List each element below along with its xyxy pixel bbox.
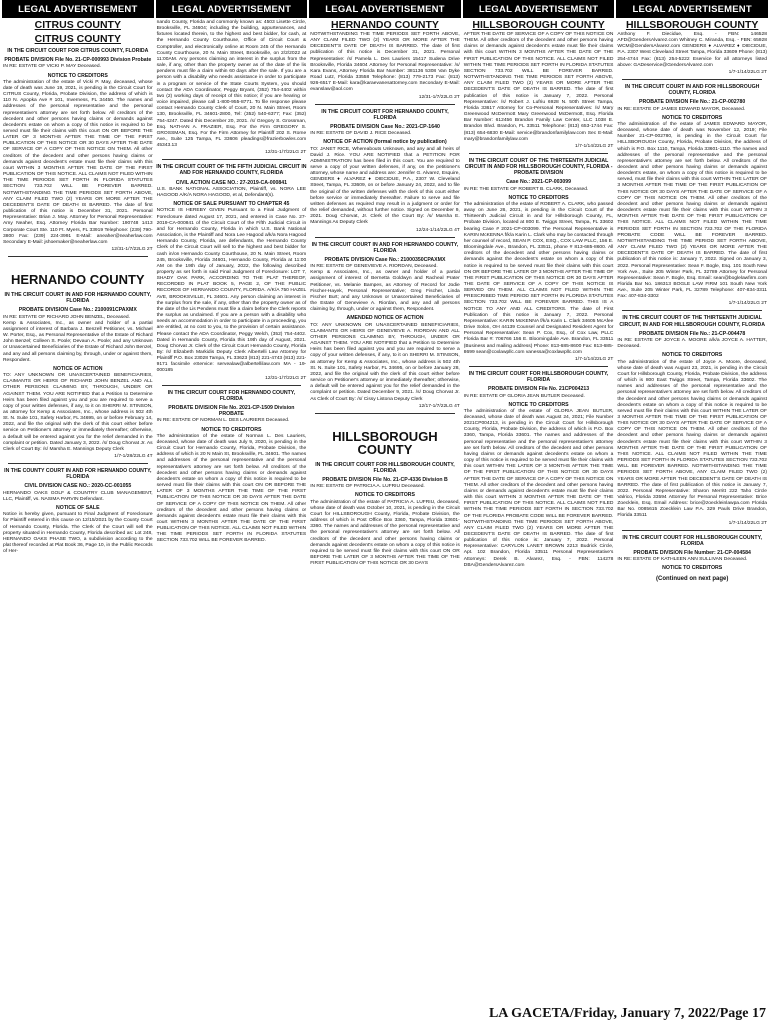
court-heading: IN THE CIRCUIT COURT IN AND FOR HERNANDO COUNTY, FLORIDA <box>311 241 459 254</box>
county-heading: CITRUS COUNTY <box>34 19 121 31</box>
continued-note: (Continued on next page) <box>656 575 729 582</box>
court-heading: IN THE CIRCUIT COURT OF THE FIFTH JUDICIAL CIRCUIT IN AND FOR HERNANDO COUNTY, FLORIDA <box>156 164 307 177</box>
estate-caption: IN RE: ESTATE OF KATHLEEN ANN SULLIVAN Deceased. <box>617 557 748 563</box>
division-heading: PROBATE DIVISION File Number: 21-CP-004584 <box>633 550 751 557</box>
legal-advertisement-banner: LEGAL ADVERTISEMENT <box>2 0 154 18</box>
division-heading: PROBATE DIVISION File No.: 21-CP-002780 <box>639 99 746 106</box>
division-heading: PROBATE DIVISION File No. 21-CP-4336 Division B <box>322 477 448 484</box>
notice-body: TO: JANET RICE, Whereabouts Unknown, and any and all heirs of David J. Rice. YOU ARE NOTIFIED that a PETITION FOR ADMINISTRATION has been filed in this court. You are required to serve a copy of your written defenses, if any, on the petitioner's attorney, whose name and address are: Jennifer G. Alvarez, Esquire, GENDERS ♦ ALVAREZ ♦ DIECIDUE, P.A., 2307 W. Cleveland Street, Tampa, FL 33609, on or before January 24, 2022, and to file the original of the written defenses with the clerk of this court either before service or immediately thereafter. Failure to serve and file written defenses as required may result in a judgment or order for the relief demanded, without further notice. Signed on December 9, 2021. Doug Chorvat, Jr. Clerk of the Court By: /s/ Marsha E. Mannings As Deputy Clerk <box>310 146 460 226</box>
notice-title: NOTICE OF ACTION (formal notice by publication) <box>323 139 447 146</box>
divider <box>162 385 302 386</box>
notice-title: NOTICE TO CREDITORS <box>354 492 415 499</box>
notice-body: The administration of the estate of Vicki P. May, deceased, whose date of death was June 19, 2021, is pending in the Circuit Court for CITRUS County, Florida, Probate Division, the address of which is 110 N. Apopka Ave # 101, Inverness, FL 34450. The names and addresses of the personal representative and the personal representative's attorney are set forth below. All creditors of the decedent and other persons having claims or demands against decedent's estate on whom a copy of this notice is required to be served must file their claims with this court ON OR BEFORE THE LATER OF 3 MONTHS AFTER THE TIME OF THE FIRST PUBLICATION OF THIS NOTICE OR 30 DAYS AFTER THE DATE OF SERVICE OF A COPY OF THIS NOTICE ON THEM. All other creditors of the decedent and other persons having claims or demands against decedent's estate must file their claims with this court WITHIN 3 MONTHS AFTER THE DATE OF THE FIRST PUBLICATION OF THIS NOTICE. ALL CLAIMS NOT FILED WITHIN THE TIME PERIODS SET FORTH IN FLORIDA STATUTES SECTION 733.702 WILL BE FOREVER BARRED. NOTWITHSTANDING THE TIME PERIODS SET FORTH ABOVE, ANY CLAIM FILED TWO (2) YEARS OR MORE AFTER THE DECEDENT'S DATE OF DEATH IS BARRED. The date of first publication of this notice is December 31, 2021. Personal Representative: Brian J. May. Attorney for Personal Representative: Amy Neaher, Esq. Attorney Florida Bar Number: 190748 1413 Corporate Court Ste. 110 Ft. Myers, FL 33919 Telephone: (239) 790-3800 Fax: (239) 224-3991 E-Mail: aneaher@neaherlaw.com Secondary E-Mail: jshoemaker@neaherlaw.com <box>3 79 153 245</box>
publication-reference: 12/17-1/7/22LG 4T <box>418 403 460 409</box>
estate-caption: IN RE: ESTATE OF GENEVIEVE A. RIORDAN, Deceased. <box>310 264 438 270</box>
county-heading: HILLSBOROUGH COUNTY <box>332 428 438 457</box>
notice-body: NOTICE IS HEREBY GIVEN Pursuant to a Final Judgment of Foreclosure dated August 17, 2021, and entered in Case No. 27-2019-CA-000841 of the Circuit Court of the Fifth Judicial Circuit in and for Hernando County, Florida in which U.S. Bank National Association, is the Plaintiff and Nora Lee Hagood a/k/a Nora Hagood Hernando County, Florida, are defendants, the Hernando County Clerk of the Circuit Court will sell to the highest and best bidder for cash in/on Hernando County Courthouse, 20 N. Main Street, Room 245, Brooksville, Florida 34601, Hernando County, Florida at 11:00 AM on the 19th day of January, 2022, the following described property as set forth in said Final Judgment of Foreclosure: LOT 7, SHADY OAK PARK, ACCORDING TO THE PLAT THEREOF, RECORDED IN PLAT BOOK 5, PAGE 2, OF THE PUBLIC RECORDS OF HERNANDO COUNTY, FLORIDA. A/K/A 750 HAZEL AVE, BROOKSVILLE, FL 34601. Any person claiming an interest in the surplus from the sale, if any, other than the property owner as of the date of the Lis Pendens must file a claim before the Clerk reports the surplus as unclaimed. If you are a person with a disability who needs an accommodation in order to participate in a proceeding, you are entitled, at no cost to you, to the provision of certain assistance. Please contact the ADA Coordinator, Peggy Welch, (352) 754-4402. Dated in Hernando County, Florida this 19th day of August, 2021. Doug Chorvat Jr. Clerk of the Circuit Court Hernando County, Florida By: /s/ Elizabeth Markidis Deputy Clerk Albertelli Law Attorney for Plaintiff P.O. Box 23028 Tampa, FL 33623 (813) 221-4743 (813) 221-9171 facsimile eService: servealaw@albertellilaw.com MA - 19-000185 <box>156 208 307 374</box>
court-heading: IN THE CIRCUIT COURT OF THE THIRTEENTH JUDICIAL CIRCUIT, IN AND FOR HILLSBOROUGH COUNTY, FLORIDA <box>619 315 765 328</box>
notice-title: AMENDED NOTICE OF ACTION <box>346 315 424 322</box>
division-heading: PROBATE DIVISION Case No.: 21000350CPAXMX <box>324 256 446 263</box>
notice-title: NOTICE OF ACTION <box>53 365 103 372</box>
notice-title: NOTICE TO CREDITORS <box>201 426 262 433</box>
case-parties: U.S. BANK NATIONAL ASSOCIATION, Plaintiff, vs. NORA LEE HAGOOD A/K/A NORA HAGOOD, et al, Defendant(s). <box>156 186 307 199</box>
estate-caption: IN RE: ESTATE OF PATRICIA A. LUFRIU Deceased. <box>310 484 425 490</box>
notice-title: NOTICE TO CREDITORS <box>662 352 723 359</box>
divider <box>469 366 609 367</box>
notice-title: NOTICE TO CREDITORS <box>508 194 569 201</box>
estate-caption: IN RE: ESTATE OF JAMES EDWARD MAYOR, Deceased. <box>617 106 746 112</box>
notice-body: Notice is hereby given, pursuant to Final Judgment of Foreclosure for Plaintiff entered in this cause on 12/15/2021 by the County Court of Hernando County, Florida. The Clerk of the Court will sell the property situated in Hernando County, Florida described as: Lot 248, HERNANDO OAKS PHASE TWO, a subdivision according to the plat thereof recorded at Plat Book 36, Page 10, in the Public Records of Her- <box>3 512 153 555</box>
division-heading: CIVIL ACTION CASE NO.: 27-2019-CA-000841 <box>175 179 288 186</box>
division-heading: CIVIL DIVISION CASE NO.: 2020-CC-001055 <box>24 483 132 490</box>
divider <box>622 79 762 80</box>
publication-reference: 1/7-1/14/22LG 2T <box>575 356 614 362</box>
page-footer: LA GACETA/Friday, January 7, 2022/Page 17 <box>488 1006 766 1021</box>
divider <box>8 256 148 257</box>
estate-caption: IN RE: ESTATE OF GLORIA JEAN BUTLER Deceased. <box>463 393 585 399</box>
county-heading: HILLSBOROUGH COUNTY <box>472 19 605 31</box>
court-heading: IN THE CIRCUIT COURT IN AND FOR HILLSBOROUGH COUNTY, FLORIDA <box>624 83 760 97</box>
county-heading: CITRUS COUNTY <box>34 33 121 45</box>
notice-title: NOTICE TO CREDITORS <box>662 565 723 572</box>
notice-body: The administration of the estate of Norman L. Des Lauriers, deceased, whose date of death was July 9, 2020, is pending in the Circuit Court for Hernando County, Florida, Probate Division, the address of which is 20 N Main St, Brooksville, FL 34601. The names and addresses of the personal representative and the personal representative's attorney are set forth below. All creditors of the decedent and other persons having claims or demands against decedent's estate on whom a copy of this notice is required to be served must file their claims with this court ON OR BEFORE THE LATER OF 3 MONTHS AFTER THE TIME OF THE FIRST PUBLICATION OF THIS NOTICE OR 30 DAYS AFTER THE DATE OF SERVICE OF A COPY OF THIS NOTICE ON THEM. All other creditors of the decedent and other persons having claims or demands against decedent's estate must file their claims with this court WITHIN 3 MONTHS AFTER THE DATE OF THE FIRST PUBLICATION OF THIS NOTICE. ALL CLAIMS NOT FILED WITHIN THE TIME PERIODS SET FORTH IN FLORIDA STATUTES SECTION 733.702 WILL BE FOREVER BARRED. <box>156 433 307 544</box>
estate-caption: IN RE: ESTATE OF VICKI P. MAY Deceased. <box>3 64 101 70</box>
county-heading: HERNANDO COUNTY <box>331 19 439 31</box>
court-heading: IN THE CIRCUIT COURT FOR CITRUS COUNTY, FLORIDA <box>7 48 149 54</box>
column-5 <box>616 0 768 1000</box>
publication-reference: 1/7-1/14/22LG 2T <box>728 520 767 526</box>
publication-reference: 1/7-1/14/22LG 2T <box>728 301 767 307</box>
publication-reference: 1/7-1/14/22LG 2T <box>728 69 767 75</box>
notice-title: NOTICE TO CREDITORS <box>662 114 723 121</box>
publication-reference: 12/31-1/7/22LG 2T <box>111 246 153 252</box>
legal-advertisement-banner: LEGAL ADVERTISEMENT <box>463 0 615 18</box>
spacer <box>309 416 461 424</box>
notice-body: Kemp & Associates, Inc., as owner and holder of a partial assignment of interest of Barbara J. Benzell Petitioner, vs. Michael W. Porter, Esq., as Personal Representative of the Estate of Richard John Benzel; Colleen S. Poole; Devaun A. Poole; and any Unknown or Unascertained Beneficiaries of the Estate of Richard John Benzel, and any and all persons claiming by, through, under or against them, Respondent. <box>3 320 153 363</box>
notice-title: NOTICE TO CREDITORS <box>508 401 569 408</box>
estate-caption: IN RE: ESTATE OF NORMAN L. DES LAURIERS Deceased. <box>156 418 290 424</box>
spacer <box>2 259 154 267</box>
division-heading: PROBATE DIVISION File No. 2021-CP-1509 Division PROBATE <box>168 405 295 418</box>
case-parties: HERNANDO OAKS GOLF & COUNTRY CLUB MANAGEMENT, LLC, Plaintiff, vs. NASIMA PARVIN Defendant. <box>3 490 153 502</box>
divider <box>622 310 762 311</box>
notice-body: TO: ANY UNKNOWN OR UNASCERTAINED BENEFICIARIES, CLAIMANTS OR HEIRS OF GENEVIEVE A. RIORDAN AND ALL OTHER PERSONS CLAIMING BY, THROUGH, UNDER OR AGAINST THEM. YOU ARE NOTIFIED that a Petition to Determine Heirs has been filed against you and you are required to serve a copy of your written defenses, if any, to it on SHERRI M. STINSON, as attorney for Kemp & Associates, Inc., whose address is 502 4th St. N. Suite 101, Safety Harbor, FL 34695, on or before January 28, 2022, and file the original with the clerk of this court either before service on Petitioner's attorney or immediately thereafter; otherwise, a default will be entered against you for the relief demanded in the complaint or petition. Dated December 9, 2021. /s/ Doug Chorvat Jr. As Clerk of Court By: /s/ Cissy Listona Deputy Clerk <box>310 322 460 402</box>
publication-reference: 12/31-1/7/22LG 2T <box>265 375 307 381</box>
publication-reference: 1/7-1/28/22LG 4T <box>114 454 153 460</box>
notice-body: Anthony F. Diecidue, Esq. - FBN: 146528 AFD@GendersAlvarez.com Whitney C. Miranda, Esq. - FBN: 65928 WCM@GendersAlvarez.com GENDERS ♦ ALVAREZ ♦ DIECIDUE, P.A. 2307 West Cleveland Street Tampa, Florida 33609 Phone: (813) 254-4744 Fax: (813) 254-5222 Eservice for all attorneys listed above: GADeservice@GendersAlvarez.com <box>617 32 767 68</box>
column-2 <box>156 0 308 1000</box>
estate-caption: IN RE: ESTATE OF DAVID J. RICE Deceased. <box>310 131 412 137</box>
court-heading: IN THE COUNTY COURT IN AND FOR HERNANDO COUNTY, FLORIDA <box>4 468 152 481</box>
division-heading: Case No.: 2021-CP-003099 <box>506 179 572 186</box>
divider <box>315 237 455 238</box>
court-heading: IN THE CIRCUIT COURT OF THE THIRTEENTH JUDICIAL CIRCUIT IN AND FOR HILLSBOROUGH COUNTY, FLORIDA - PROBATE DIVISION <box>464 157 613 177</box>
divider <box>469 153 609 154</box>
notice-title: NOTICE OF SALE <box>56 505 100 511</box>
division-heading: PROBATE DIVISION File No.: 21-CP-004478 <box>639 330 746 337</box>
notice-body: nando County, Florida and commonly known as: 4503 Lisette Circle, Brooksville, FL 34604; including the building, appurtenances, and fixtures located therein, to the highest and best bidder, for cash, at the Hernando County Courthouse, Office of Circuit Court & Comptroller, and electronically online at Room 245 of the Hernando County Courthouse, 20 N. Main Street, Brooksville, on 2/2/2022 at 11:00AM. Any persons claiming an interest in the surplus from the sale, if any, other than the property owner as of the date of the lis pendens must file a claim within 60 days after the sale. If you are a person with a disability who needs assistance in order to participate in a program or service of the State Courts System, you should contact the ADA Coordinator, Peggy Bryant, (352) 754-4402 within two (2) working days of receipt of this notice; if you are hearing or voice impaired, please call 1-800-955-8771. To file response please contact Hernando County Clerk of Court, 20 N. Main Street, Room 130, Brooksville, FL 34601-2800, Tel: (352) 540-6377; Fax: (352) 754-4247. Dated this December 20, 2021. /s/ Gregory S. Grossman, Esq. NATHAN A. FRAZIER, Esq. For the Firm GREGORY S. GROSSMAN, Esq. For the Firm Attorney for Plaintiff 202 S. Rome Ave., Suite 125 Tampa, FL 33606 pleadings@frazierbowles.com 45343.13 <box>156 20 307 149</box>
case-parties: Kemp & Associates, Inc., as owner and holder of a partial assignment of interest of Bernetta Goldwyn and Racheal Prater Petitioner, vs. Melanie Bampes, as Attorney of Record for Jodie Fischer-Hayek, Personal Representative; Greg Fischer, Linda Fischer Burt; and any Unknown or Unascertained Beneficiaries of the Estate of Genevieve A. Riordan, and any and all persons claiming by, through, under or against them, Respondent. <box>310 270 460 313</box>
publication-reference: 12/31-1/7/22LG 2T <box>418 94 460 100</box>
division-heading: PROBATE DIVISION File No. 21CP004213 <box>488 386 590 393</box>
county-heading: HERNANDO COUNTY <box>10 271 145 287</box>
court-heading: IN THE CIRCUIT COURT IN AND FOR HERNANDO COUNTY, FLORIDA <box>4 291 152 305</box>
estate-caption: IN RE: ESTATE OF RICHARD JOHN BENZEL, Deceased. <box>3 314 130 320</box>
notice-body: The administration of the estate of JAMES EDWARD MAYOR, deceased, whose date of death was November 12, 2019; File Number 21-CP-002780, is pending in the Circuit Court for HILLSBOROUGH County, Florida, Probate Division, the address of which is P.O. Box 1110, Tampa, Florida 33601-1110. The names and addresses of the personal representative and the personal representative's attorney are set forth below. All creditors of the decedent and other persons having claims or demands against decedent's estate, on whom a copy of this notice is required to be served, must file their claims with this court WITHIN THE LATER OF 3 MONTHS AFTER THE TIME OF THE FIRST PUBLICATION OF THIS NOTICE OR 30 DAYS AFTER THE DATE OF SERVICE OF A COPY OF THIS NOTICE ON THEM. All other creditors of the decedent and other persons having claims or demands against decedent's estate must file their claims with this court WITHIN 3 MONTHS AFTER THE DATE OF THE FIRST PUBLICATION OF THIS NOTICE. ALL CLAIMS NOT FILED WITHIN THE TIME PERIODS SET FORTH IN SECTION 733.702 OF THE FLORIDA PROBATE CODE WILL BE FOREVER BARRED. NOTWITHSTANDING THE TIME PERIOD SET FORTH ABOVE, ANY CLAIM FILED TWO (2) YEARS OR MORE AFTER THE DECEDENT'S DATE OF DEATH IS BARRED. The date of first publication of this notice is: January 7, 2022. Signed on January 3, 2022. Personal Representative: Sean F. Bogle, Esq. 101 South New York Ave., Suite 205 Winter Park, FL 32789 Attorney for Personal Representative: Sean F. Bogle, Esq. Email: sean@boglelawfirm.com Florida Bar No. 186313 BOGLE LAW FIRM 101 South New York Ave., Suite 205 Winter Park, FL 32789 Telephone: 407-834-3311 Fax: 407-834-3302 <box>617 121 767 300</box>
publication-reference: 12/24-1/14/22LG 4T <box>416 227 460 233</box>
legal-advertisement-banner: LEGAL ADVERTISEMENT <box>309 0 461 18</box>
columns <box>2 0 768 1000</box>
notice-body: The administration of the estate of Joyce A. Moore, deceased, whose date of death was August 23, 2021, is pending in the Circuit Court for Hillsborough County, Florida, Probate Division, the address of which is 800 East Twiggs Street, Tampa, Florida 33602. The names and addresses of the personal representative and the personal representative's attorney are set forth below. All creditors of the decedent and other persons having claims or demands against decedent's estate on whom a copy of this notice is required to be served must file their claims with this court WITHIN THE LATER OF 3 MONTHS AFTER THE TIME OF THE FIRST PUBLICATION OF THIS NOTICE OR 30 DAYS AFTER THE DATE OF SERVICE OF A COPY OF THIS NOTICE ON THEM. All other creditors of the decedent and other persons having claims or demands against decedent's estate must file their claims with this court WITHIN 3 MONTHS AFTER THE DATE OF THE FIRST PUBLICATION OF THIS NOTICE. ALL CLAIMS NOT FILED WITHIN THE TIME PERIODS SET FORTH IN FLORIDA STATUTES SECTION 733.702 WILL BE FOREVER BARRED. NOTWITHSTANDING THE TIME PERIODS SET FORTH ABOVE, ANY CLAIM FILED TWO (2) YEARS OR MORE AFTER THE DECEDENT'S DATE OF DEATH IS BARRED. The date of first publication of this notice is January 7, 2022. Personal Representative: Sharon Merritt 222 Taho Circle Valrico, Florida 33594 Attorney for Personal Representative: Brice Zoecklein, Esq. Email Address: brice@zoeckleinlawpa.com Florida Bar No. 0085615 Zoecklein Law P.A. 329 Pauls Drive Brandon, Florida 33511 <box>617 359 767 519</box>
notice-body: The administration of the estate of ROBERT A. CLARK, who passed away on June 26, 2021, is pending in the Circuit Court of the Thirteenth Judicial Circuit in and for Hillsborough County, FL, Probate Division, located at 800 E. Twiggs Street, Tampa, FL 33602 bearing Case # 2021-CP-003099. The Personal Representative is KARIN McKENNA f/k/a Karin L. Clark who may be contacted through her counsel of record, SEAN P. COX, ESQ., COX LAW PLLC, 156 E. Bloomingdale Ave., Brandon, FL 33511, phone # 813-685-8600. All creditors of the decedent and other persons having claims or demands against the decedent's estate on whom a copy of this notice is required to be served must file their claims with this court ON OR BEFORE THE LATER OF 3 MONTHS AFTER THE TIME OF THE FIRST PUBLICATION OF THIS NOTICE OR 30 DAYS AFTER THE DATE OF SERVICE OF A COPY OF THIS NOTICE IS SERVED ON THEM. ALL CLAIMS NOT FILED WITHIN THE PRESCRIBED TIME PERIOD SET FORTH IN FLORIDA STATUTES SECTION 733.702 WILL BE FOREVER BARRED. THIS IS A NOTICE TO ANY AND ALL CREDITORS. The date of First Publication of this notice is January 7, 2022. Personal Representative: KARIN McKENNA f/k/a Karin L. Clark 34605 McAfee Drive Solon, OH 44139 Counsel and Designated Resident Agent for Personal Representative: Sean P. Cox, Esq., of Cox Law, PLLC Florida Bar #: 706766 156 E. Bloomingdale Ave. Brandon, FL 33511 (Business and mailing address) Phone: 813-685-8600 Fax: 813-685-8699 sean@coxlawpllc.com vanessa@coxlawpllc.com <box>463 201 614 355</box>
column-1 <box>2 0 154 1000</box>
legal-advertisement-banner: LEGAL ADVERTISEMENT <box>616 0 768 18</box>
divider <box>8 463 148 464</box>
divider <box>622 530 762 531</box>
court-heading: IN THE CIRCUIT COURT FOR HILLSBOROUGH COUNTY, FLORIDA <box>468 370 609 384</box>
court-heading: IN THE CIRCUIT COURT FOR HILLSBOROUGH COUNTY, FLORIDA <box>315 461 455 474</box>
division-heading: PROBATE DIVISION Case No.: 2021-CP-1640 <box>330 123 440 130</box>
notice-body: TO: ANY UNKNOWN OR UNASCERTAINED BENEFICIARIES, CLAIMANTS OR HEIRS OF RICHARD JOHN BENZEL AND ALL OTHER PERSONS CLAIMING BY, THROUGH, UNDER OR AGAINST THEM. YOU ARE NOTIFIED that a Petition to Determine Heirs has been filed against you and you are required to serve a copy of your written defenses, if any, to it on SHERRI M. STINSON, as attorney for Kemp & Associates, Inc., whose address is 502 4th St. N. Suite 101, Safety Harbor, FL 34695, on or before February 14, 2022, and file the original with the clerk of this court either before service on Petitioner's attorney or immediately thereafter; otherwise, a default will be entered against you for the relief demanded in the complaint or petition. Dated January 3, 2022. /s/ Doug Chorvat Jr. As Clerk of Court By: /s/ Marsha E. Mannings Deputy Clerk <box>3 373 153 452</box>
court-heading: IN THE CIRCUIT COURT FOR HERNANDO COUNTY, FLORIDA <box>321 108 449 121</box>
court-heading: IN THE CIRCUIT COURT FOR HERNANDO COUNTY, FLORIDA <box>167 389 296 402</box>
notice-title: NOTICE TO CREDITORS <box>47 72 108 79</box>
county-heading: HILLSBOROUGH COUNTY <box>625 19 759 31</box>
divider <box>162 159 302 160</box>
notice-body: The administration of the estate of GLORIA JEAN BUTLER, deceased, whose date of death was August 24, 2021; File Number 2021CP004213, is pending in the Circuit Court for Hillsborough County, Florida, Probate Division, the address of which is P.O. Box 3360, Tampa, Florida 33601. The names and addresses of the personal representative and the personal representative's attorney are set forth below. All creditors of the decedent and other persons having claims or demands against decedent's estate on whom a copy of this notice is required to be served must file their claims with this court WITHIN THE LATER OF 3 MONTHS AFTER THE TIME OF THE FIRST PUBLICATION OF THIS NOTICE OR 30 DAYS AFTER THE DATE OF SERVICE OF A COPY OF THIS NOTICE ON THEM. All other creditors of the decedent and other persons having claims or demands against decedent's estate must file their claims with this court WITHIN 3 MONTHS AFTER THE DATE OF THE FIRST PUBLICATION OF THIS NOTICE. ALL CLAIMS NOT FILED WITHIN THE TIME PERIODS SET FORTH IN SECTION 733.702 OF THE FLORIDA PROBATE CODE WILL BE FOREVER BARRED. NOTWITHSTANDING THE TIME PERIODS SET FORTH ABOVE, ANY CLAIM FILED TWO (2) YEARS OR MORE AFTER THE DECEDENT'S DATE OF DEATH IS BARRED. The date of first publication of this notice is: January 7, 2022. Personal Representative: CARYLON LANET BROWN 2213 Budrick Circle, Apt. 102 Brandon, Florida 33511 Personal Representative's Attorneys: Derek B. Alvarez, Esq. - FBN: 114278 DBA@GendersAlvarez.com <box>463 408 614 568</box>
notice-body: AFTER THE DATE OF SERVICE OF A COPY OF THIS NOTICE ON THEM. All other creditors of the decedent and other persons having claims or demands against decedent's estate must file their claims with this court WITHIN 3 MONTHS AFTER THE DATE OF THE FIRST PUBLICATION OF THIS NOTICE. ALL CLAIMS NOT FILED WITHIN THE TIME PERIODS SET FORTH IN FLORIDA STATUTES SECTION 733.702 WILL BE FOREVER BARRED. NOTWITHSTANDING THE TIME PERIODS SET FORTH ABOVE, ANY CLAIM FILED TWO (2) YEARS OR MORE AFTER THE DECEDENT'S DATE OF DEATH IS BARRED. The date of first publication of this notice is January 7, 2022. Personal Representative: /s/ Robert J. Lufriu 6928 N. 50th Street Tampa, Florida 33617 Attorney for Co-Personal Representatives: /s/ Mary Greenwood McDermott Mary Greenwood McDermott, Esq. Florida Bar Number: 612456 Brandon Family Law Center, LLC 1038 E. Brandon Blvd. Brandon, FL 33511 Telephone: (813) 653-1744 Fax: (813) 654-6830 E-Mail: service@brandonfamilylaw.com Sec E-Mail: mary@brandonfamilylaw.com <box>463 32 614 142</box>
notice-body: The administration of the estate of PATRICIA A. LUFRIU, deceased, whose date of death was October 10, 2021, is pending in the Circuit Court for HILLSBOROUGH County, Florida, Probate Division, the address of which is Post Office Box 3360, Tampa, Florida 33601-3360. The names and addresses of the personal representative and the personal representative's attorney are set forth below. All creditors of the decedent and other persons having claims or demands against decedent's estate on whom a copy of this notice is required to be served must file their claims with this court ON OR BEFORE THE LATER OF 3 MONTHS AFTER THE TIME OF THE FIRST PUBLICATION OF THIS NOTICE OR 30 DAYS <box>310 499 460 567</box>
publication-reference: 12/31-1/7/22LG 2T <box>265 150 307 156</box>
divider <box>315 413 455 414</box>
column-4 <box>463 0 615 1000</box>
division-heading: PROBATE DIVISION Case No.: 2100091CPAXMX <box>18 307 137 314</box>
estate-caption: IN RE: THE ESTATE OF ROBERT B. CLARK, Deceased. <box>463 186 589 192</box>
division-heading: PROBATE DIVISION File No. 21-CP-000993 Division Probate <box>4 57 152 64</box>
publication-reference: 1/7-1/14/22LG 2T <box>575 143 614 149</box>
column-3 <box>309 0 461 1000</box>
court-heading: IN THE CIRCUIT COURT FOR HILLSBOROUGH COUNTY, FLORIDA <box>622 534 762 547</box>
estate-caption: IN RE: ESTATE OF JOYCE A. MOORE a/k/a JOYCE A. HATTER, Deceased. <box>617 338 767 350</box>
legal-advertisement-banner: LEGAL ADVERTISEMENT <box>156 0 308 18</box>
notice-body: NOTWITHSTANDING THE TIME PERIODS SET FORTH ABOVE, ANY CLAIM FILED TWO (2) YEARS OR MORE AFTER THE DECEDENT'S DATE OF DEATH IS BARRED. The date of first publication of this notice is December 31, 2021. Personal Representative: /s/ Pamela L. Des Lauriers 15417 Sudena Drive Brooksville, Florida 34604 Attorney for Personal Representative: /s/ Kara Evans, Attorney Florida Bar Number: 381136 5308 Van Dyke Road Lutz, Florida 33558 Telephone: (813) 779-2173 Fax: (813) 926-6517 E-Mail: kara@karaevanesattorney.com Secondary E-Mail: evanslaw@aol.com <box>310 32 460 93</box>
divider <box>315 104 455 105</box>
notice-title: NOTICE OF SALE PURSUANT TO CHAPTER 45 <box>173 201 290 208</box>
